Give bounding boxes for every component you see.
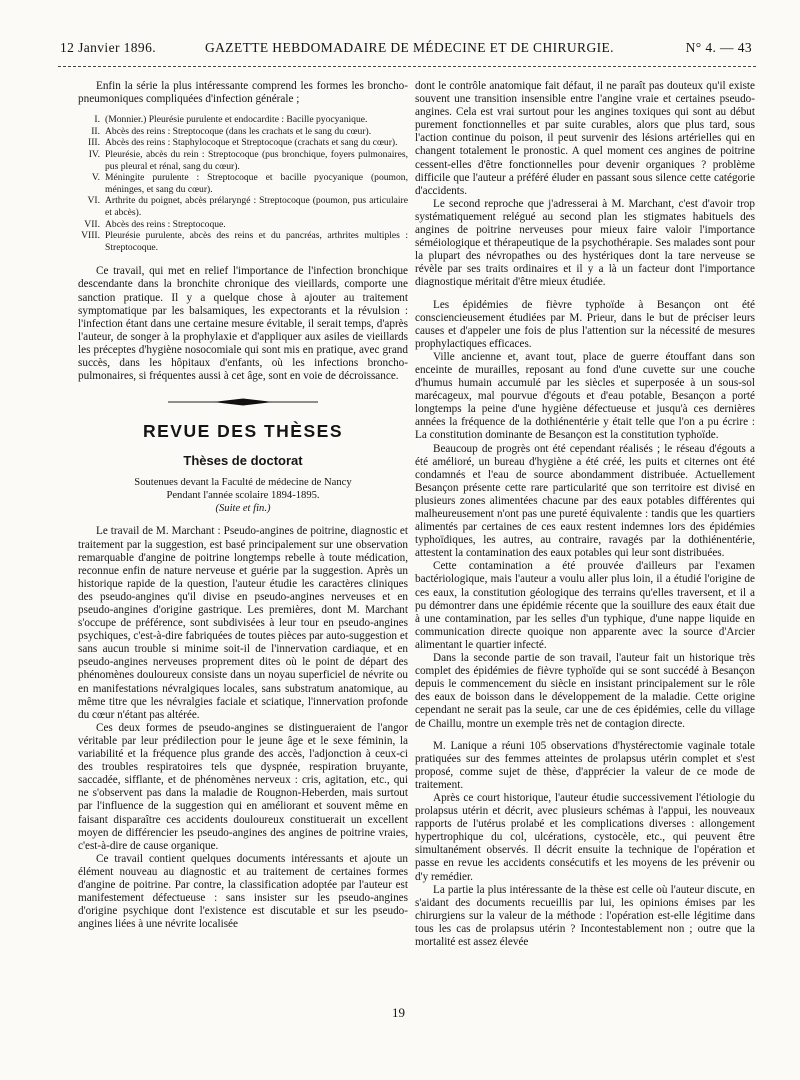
list-item: V. Méningite purulente : Streptocoque et bacille pyocyanique (poumon, méninges, et sang du cœur). [91, 172, 408, 195]
paragraph: Les épidémies de fièvre typhoïde à Besançon ont été consciencieusement étudiées par M. Prieur, dans le but de préciser leurs causes et d'appeler une fois de plus l'attention sur la nécessité de mesures prophylactiques efficaces. [415, 298, 755, 350]
paragraph: Dans la seconde partie de son travail, l'auteur fait un historique très complet des épidémies de fièvre typhoïde qui se sont succédé à Besançon depuis le commencement du siècle en insistant principalement sur le rôle des eaux de boisson dans le développement de la maladie. Cette origine cependant ne serait pas la seule, car une de ces épidémies, celle du village de Chaillu, montre un exemple très net de contagion directe. [415, 652, 755, 730]
list-item: II. Abcès des reins : Streptocoque (dans les crachats et le sang du cœur). [91, 125, 372, 137]
list-item: IV. Pleurésie, abcès du rein : Streptocoque (pus bronchique, foyers pulmonaires, pus pleural et rénal, sang du cœur). [88, 148, 408, 172]
paragraph: Après ce court historique, l'auteur étudie successivement l'étiologie du prolapsus utérin et décrit, avec plusieurs schémas à l'appui, les nouveaux rapports de l'utérus prolabé et les complications diverses : allongement hypertrophique du col, ulcérations, cystocèle, etc., qui peuvent être simultanément observés. Il décrit ensuite la technique de l'opération et passe en revue les accidents consécutifs et les moyens de les prévenir ou d'y remédier. [415, 791, 755, 883]
right-column [415, 80, 755, 949]
issue-date: 12 Janvier 1896. [60, 40, 157, 55]
list-item: I. (Monnier.) Pleurésie purulente et endocardite : Bacille pyocyanique. [94, 114, 368, 126]
year-line: Pendant l'année scolaire 1894-1895. [166, 490, 320, 502]
section-title: REVUE DES THÈSES [142, 421, 344, 442]
paragraph: Ces deux formes de pseudo-angines se distingueraient de l'angor véritable par leur prédilection pour le jeune âge et le sexe féminin, la variabilité et la fréquence plus grande des accès, l'adjonction à ceux-ci des troubles respiratoires tels que dyspnée, respiration bruyante, saccadée, sifflante, et de phénomènes nerveux : cris, agitation, etc., qui ne s'observent pas dans la maladie de Rougnon-Heberden, mais surtout par l'influence de la suggestion qui en améliorant et souvent même en faisant disparaître ces accidents douloureux constituerait un excellent moyen de différencier les pseudo-angines des angines de poitrine vraies, c'est-à-dire de cause organique. [78, 721, 408, 852]
case-list [78, 114, 408, 253]
paragraph: Le travail de M. Marchant : Pseudo-angines de poitrine, diagnostic et traitement par la suggestion, est basé principalement sur une observation remarquable d'angine de poitrine longtemps rebelle à toute médication, reconnue enfin de nature nerveuse et guérie par la suggestion. Après un historique rapide de la question, l'auteur étudie les caractères cliniques des pseudo-angines qu'il divise en pseudo-angines nerveuses et en pseudo-angines d'origine gastrique. Les premières, dont M. Marchant s'occupe de préférence, sont subdivisées à leur tour en pseudo-angines psychiques, c'est-à-dire fabriquées de toutes pièces par auto-suggestion et sans aucun trouble si minime soit-il de l'innervation cardiaque, et en pseudo-angines nerveuses proprement dites où le point de départ des phénomènes douloureux consiste dans un noyau superficiel de névrite ou en manifestations névralgiques locales, sans substratum anatomique, au même titre que les névralgies faciale et sciatique, l'innervation profonde du cœur n'étant pas altérée. [78, 525, 408, 721]
paragraph: Le second reproche que j'adresserai à M. Marchant, c'est d'avoir trop systématiquement relégué au second plan les stigmates habituels des angines de poitrine nerveuses pour mieux faire valoir l'importance séméiologique et thérapeutique de la psychothérapie. Ses malades sont pour la plupart des névropathes ou des hystériques dont la tare nerveuse se révèle par ses traits ordinaires et il y a là un facteur dont l'importance diagnostique méritait d'être mieux étudiée. [415, 197, 755, 289]
subsection-title: Thèses de doctorat [183, 453, 303, 469]
header-rule [58, 66, 756, 67]
journal-title: GAZETTE HEBDOMADAIRE DE MÉDECINE ET DE CHIRURGIE. [205, 40, 614, 55]
venue-line: Soutenues devant la Faculté de médecine de Nancy [134, 477, 352, 489]
paragraph: dont le contrôle anatomique fait défaut, il ne paraît pas douteux qu'il existe souvent une transition insensible entre l'angine vraie et certaines pseudo-angines. Cela est vrai surtout pour les angines toxiques qui sont au début purement fonctionnelles et par suite curables, alors que plus tard, sous l'action continue du poison, il peut survenir des lésions artérielles qui en changent totalement le pronostic. A quel moment ces angines de poitrine cessent-elles d'être fonctionnelles pour devenir organiques ? problème difficile que l'auteur a préféré éluder en passant sous silence cette catégorie d'accidents. [415, 80, 755, 197]
continuation-note: (Suite et fin.) [215, 503, 271, 515]
page-number: 19 [392, 1005, 405, 1020]
running-header [0, 40, 800, 62]
paragraph: Beaucoup de progrès ont été cependant réalisés ; le réseau d'égouts a été amélioré, un bureau d'hygiène a été créé, les puits et citernes ont été condamnés et l'eau de source abondamment distribuée. Actuellement Besançon présente cette rare particularité que son territoire est divisé en plusieurs zones alimentées chacune par des eaux potables différentes qui malheureusement n'ont pas une pureté équivalente : tandis que les quartiers alimentés par certaines de ces eaux restent indemnes lors des épidémies typhoïdiques, les autres, au contraire, ravagés par la dothiénentérie, attestent la contamination des eaux potables qui leur sont distribuées. [415, 442, 755, 560]
paragraph: La partie la plus intéressante de la thèse est celle où l'auteur discute, en s'aidant des documents recueillis par lui, les opinions émises par les chirurgiens sur la valeur de la méthode : l'opération est-elle légitime dans tous les cas de prolapsus utérin ? Incontestablement non ; outre que la mortalité est assez élevée [415, 883, 755, 948]
issue-number: N° 4. — 43 [685, 40, 752, 55]
paragraph: Ville ancienne et, avant tout, place de guerre étouffant dans son enceinte de murailles, reposant au fond d'une cuvette sur une couche d'humus humain accumulé par les siècles et superposée à un sous-sol marécageux, mal pourvue d'égouts et d'eau potable, Besançon a porté longtemps la peine d'une hygiène défectueuse et jusqu'à ces dernières années la fréquence de la dothiénentérie y était telle que l'on a pu écrire : La constitution dominante de Besançon est la constitution typhoïde. [415, 350, 755, 442]
list-item: VII. Abcès des reins : Streptocoque. [84, 218, 226, 230]
paragraph: M. Lanique a réuni 105 observations d'hystérectomie vaginale totale pratiquées sur des femmes atteintes de prolapsus utérin complet et s'est proposé, comme sujet de thèse, d'apprécier la valeur de ce mode de traitement. [415, 739, 755, 791]
paragraph: Ce travail, qui met en relief l'importance de l'infection bronchique descendante dans la bronchite chronique des vieillards, comporte une sanction pratique. Il y a quelque chose à ajouter au traitement symptomatique par les balsamiques, les expectorants et la révulsion : l'infection étant dans une certaine mesure évitable, il serait temps, d'après l'auteur, de songer à la prophylaxie et d'appliquer aux asiles de vieillards les préceptes d'hygiène nosocomiale qui sont mis en pratique, avec grand succès, dans les hôpitaux d'enfants, où les infections broncho-pulmonaires, si fréquentes aussi à cet âge, sont en voie de décroissance. [78, 265, 408, 383]
paragraph: Ce travail contient quelques documents intéressants et ajoute un élément nouveau au diagnostic et au traitement de certaines formes d'angine de poitrine. Par contre, la classification adoptée par l'auteur est manifestement défectueuse : sans insister sur les pseudo-angines d'origine psychique dont l'existence est discutable et sur les pseudo-angines liées à une névrite localisée [78, 852, 408, 931]
paragraph: Cette contamination a été prouvée d'ailleurs par l'examen bactériologique, mais l'auteur a voulu aller plus loin, il a étudié l'origine de ces eaux, la constitution géologique des terrains qu'elles traversent, et il a pu démontrer dans une épidémie récente que la souillure des eaux était due à une contamination, par les selles d'un typhique, d'une nappe liquide en communication directe quoique non apparente avec la source d'Arcier alimentant le quartier infecté. [415, 560, 755, 651]
list-item: VIII. Pleurésie purulente, abcès des reins et du pancréas, arthrites multiples : Streptocoque. [81, 230, 408, 253]
left-column [78, 80, 408, 931]
list-item: III. Abcès des reins : Staphylocoque et Streptocoque (crachats et sang du cœur). [88, 137, 398, 149]
list-item: VI. Arthrite du poignet, abcès prélaryngé : Streptocoque (poumon, pus articulaire et abcès). [87, 195, 408, 218]
paragraph: Enfin la série la plus intéressante comprend les formes les broncho-pneumoniques compliquées d'infection générale ; [78, 80, 408, 106]
section-ornament [78, 397, 408, 405]
